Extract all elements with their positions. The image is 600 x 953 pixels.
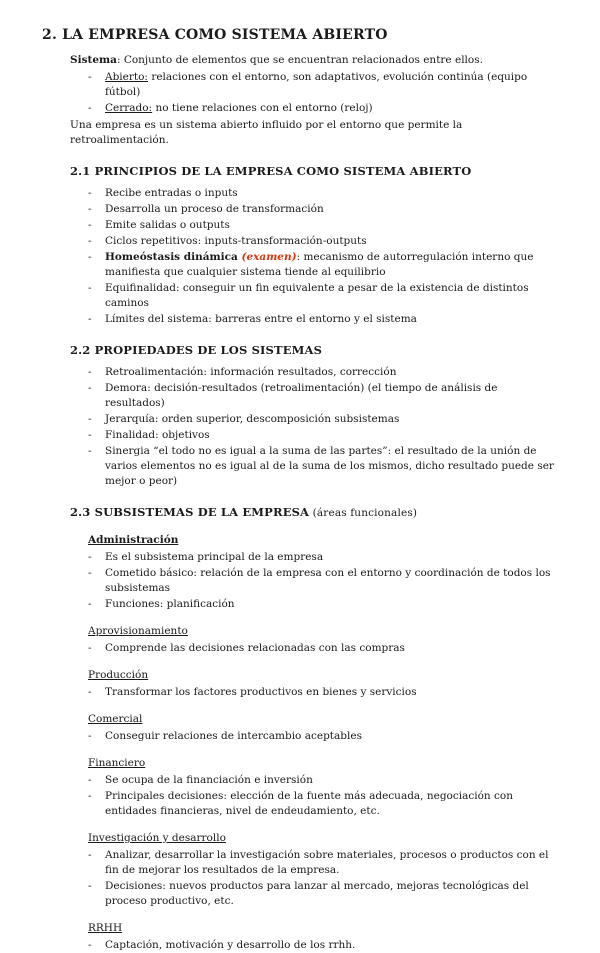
list-item <box>88 101 560 116</box>
subsection-list <box>70 773 560 819</box>
list-item <box>88 641 560 656</box>
list-item <box>88 685 560 700</box>
list-item-text: Transformar los factores productivos en bienes y servicios <box>105 686 417 698</box>
list-item-text: Desarrolla un proceso de transformación <box>105 203 324 215</box>
subsection-aprovisionamiento <box>70 624 560 656</box>
homeostasis-lead: Homeóstasis dinámica <box>105 251 242 263</box>
list-item <box>88 597 560 612</box>
list-item-homeostasis <box>88 250 560 280</box>
intro-paragraph <box>70 53 560 68</box>
list-item-text: Captación, motivación y desarrollo de los rrhh. <box>105 939 356 951</box>
subsection-administracion <box>70 533 560 612</box>
list-item-text: Demora: decisión-resultados (retroalimentación) (el tiempo de análisis de resultados) <box>105 382 498 409</box>
list-item-text: Retroalimentación: información resultados, corrección <box>105 366 397 378</box>
list-item <box>88 879 560 909</box>
subsection-title-administracion: Administración <box>88 534 179 546</box>
subsection-investigacion-desarrollo <box>70 831 560 909</box>
list-item <box>88 412 560 427</box>
subsection-title-comercial: Comercial <box>88 713 143 725</box>
list-item <box>88 550 560 565</box>
section-heading-2-3-main: 2.3 SUBSISTEMAS DE LA EMPRESA <box>70 505 310 519</box>
subsection-title-rrhh: RRHH <box>88 922 123 934</box>
list-item-text: Analizar, desarrollar la investigación sobre materiales, procesos o productos con el fin de mejorar los resultados de la empresa. <box>105 849 549 876</box>
subsection-rrhh <box>70 921 560 953</box>
subsection-comercial <box>70 712 560 744</box>
list-item <box>88 729 560 744</box>
section-heading-2-3 <box>70 505 560 521</box>
section-heading-2-1: 2.1 PRINCIPIOS DE LA EMPRESA COMO SISTEMA ABIERTO <box>70 164 472 178</box>
subsection-list <box>70 729 560 744</box>
subsection-list <box>70 550 560 612</box>
subsection-list <box>70 938 560 953</box>
document-content <box>70 53 560 953</box>
subsection-list <box>70 848 560 909</box>
list-item-text: Se ocupa de la financiación e inversión <box>105 774 313 786</box>
list-item <box>88 773 560 788</box>
list-item-text: Comprende las decisiones relacionadas con las compras <box>105 642 405 654</box>
term-cerrado: Cerrado: <box>105 102 153 114</box>
section-heading-2-2: 2.2 PROPIEDADES DE LOS SISTEMAS <box>70 343 323 357</box>
list-item <box>88 70 560 100</box>
list-item-text: Cometido básico: relación de la empresa con el entorno y coordinación de todos los subsistemas <box>105 567 551 594</box>
term-abierto: Abierto: <box>105 71 148 83</box>
list-item-text: Principales decisiones: elección de la fuente más adecuada, negociación con entidades financieras, nivel de endeudamiento, etc. <box>105 790 513 817</box>
subsection-list <box>70 685 560 700</box>
list-item-text: no tiene relaciones con el entorno (reloj) <box>152 102 373 114</box>
list-item-text: relaciones con el entorno, son adaptativos, evolución continúa (equipo fútbol) <box>105 71 528 98</box>
section-2-2-list <box>70 365 560 489</box>
list-item <box>88 281 560 311</box>
subsection-list <box>70 641 560 656</box>
list-item <box>88 566 560 596</box>
list-item <box>88 202 560 217</box>
intro-list <box>70 70 560 116</box>
list-item <box>88 381 560 411</box>
list-item <box>88 234 560 249</box>
subsection-title-financiero: Financiero <box>88 757 146 769</box>
homeostasis-rest: : mecanismo de autorregulación interno que manifiesta que cualquier sistema tiende al equilibrio <box>105 251 534 278</box>
subsection-title-produccion: Producción <box>88 669 149 681</box>
page-title: 2. LA EMPRESA COMO SISTEMA ABIERTO <box>42 27 388 43</box>
list-item <box>88 365 560 380</box>
list-item-text: Decisiones: nuevos productos para lanzar al mercado, mejoras tecnológicas del proceso productivo, etc. <box>105 880 529 907</box>
examen-highlight: (examen) <box>241 251 297 263</box>
list-item-text: Ciclos repetitivos: inputs-transformación-outputs <box>105 235 367 247</box>
list-item <box>88 938 560 953</box>
list-item-text: Finalidad: objetivos <box>105 429 210 441</box>
subsection-produccion <box>70 668 560 700</box>
intro-term-rest: : Conjunto de elementos que se encuentran relacionados entre ellos. <box>116 54 483 66</box>
subsection-title-aprovisionamiento: Aprovisionamiento <box>88 625 188 637</box>
list-item-text: Límites del sistema: barreras entre el entorno y el sistema <box>105 313 417 325</box>
list-item-text: Recibe entradas o inputs <box>105 187 238 199</box>
list-item <box>88 789 560 819</box>
list-item-text: Emite salidas o outputs <box>105 219 230 231</box>
intro-term: Sistema <box>70 54 117 66</box>
list-item <box>88 312 560 327</box>
list-item-text: Conseguir relaciones de intercambio aceptables <box>105 730 362 742</box>
list-item <box>88 186 560 201</box>
list-item-text: Sinergia “el todo no es igual a la suma de las partes”: el resultado de la unión de varios elementos no es igual al de la suma de los mismos, dicho resultado puede ser mejor o peor) <box>105 445 554 487</box>
list-item-text: Jerarquía: orden superior, descomposición subsistemas <box>105 413 400 425</box>
list-item <box>88 218 560 233</box>
list-item <box>88 428 560 443</box>
list-item-text: Equifinalidad: conseguir un fin equivalente a pesar de la existencia de distintos caminos <box>105 282 529 309</box>
section-2-1-list <box>70 186 560 327</box>
list-item <box>88 444 560 489</box>
intro-closing: Una empresa es un sistema abierto influido por el entorno que permite la retroalimentación. <box>70 119 463 146</box>
subsection-financiero <box>70 756 560 819</box>
list-item <box>88 848 560 878</box>
section-heading-2-3-suffix: (áreas funcionales) <box>309 507 418 519</box>
list-item-text: Es el subsistema principal de la empresa <box>105 551 324 563</box>
subsection-title-investigacion-desarrollo: Investigación y desarrollo <box>88 832 226 844</box>
list-item-text: Funciones: planificación <box>105 598 235 610</box>
